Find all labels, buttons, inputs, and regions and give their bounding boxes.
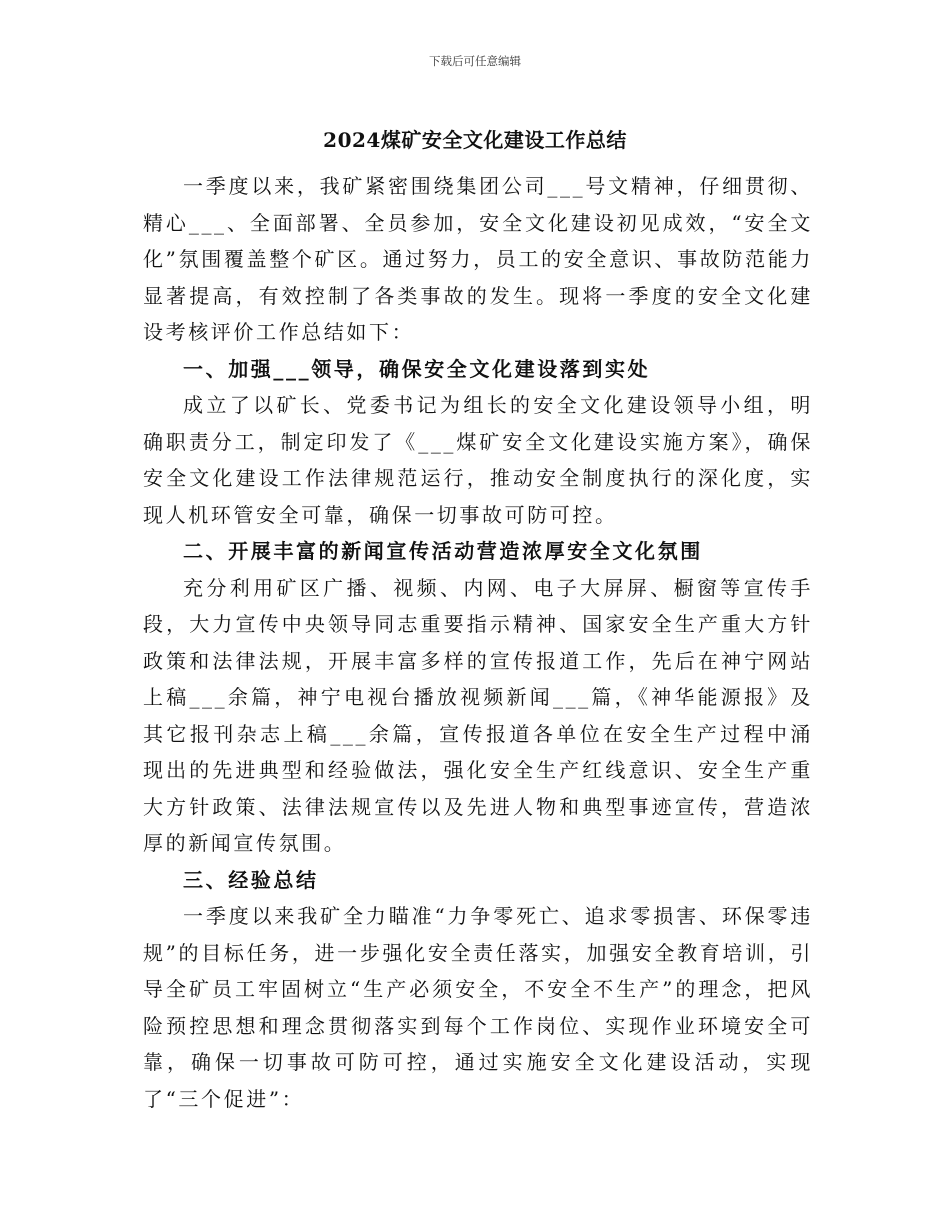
- section-3-paragraph: 一季度以来我矿全力瞄准“力争零死亡、追求零损害、环保零违规”的目标任务，进一步强化安全责任落实，加强安全教育培训，引导全矿员工牢固树立“生产必须安全，不安全不生产”的理念，把风险预控思想和理念贯彻落实到每个工作岗位、实现作业环境安全可靠，确保一切事故可防可控，通过实施安全文化建设活动，实现了“三个促进”：: [143, 904, 813, 1111]
- section-3-heading: 三、经验总结: [183, 867, 319, 892]
- section-2-paragraph: 充分利用矿区广播、视频、内网、电子大屏屏、橱窗等宣传手段，大力宣传中央领导同志重要指示精神、国家安全生产重大方针政策和法律法规，开展丰富多样的宣传报道工作，先后在神宁网站上稿___余篇，神宁电视台播放视频新闻___篇，《神华能源报》及其它报刊杂志上稿___余篇，宣传报道各单位在安全生产过程中涌现出的先进典型和经验做法，强化安全生产红线意识、安全生产重大方针政策、法律法规宣传以及先进人物和典型事迹宣传，营造浓厚的新闻宣传氛围。: [143, 575, 813, 855]
- section-1-heading: 一、加强___领导，确保安全文化建设落到实处: [183, 356, 651, 381]
- document-title: 2024煤矿安全文化建设工作总结: [323, 128, 627, 152]
- header-note: 下载后可任意编辑: [429, 54, 521, 68]
- section-2-heading: 二、开展丰富的新闻宣传活动营造浓厚安全文化氛围: [183, 539, 703, 563]
- document-body: [143, 168, 813, 1117]
- section-1-paragraph: 成立了以矿长、党委书记为组长的安全文化建设领导小组，明确职责分工，制定印发了《___煤矿安全文化建设实施方案》，确保安全文化建设工作法律规范运行，推动安全制度执行的深化度，实现人机环管安全可靠，确保一切事故可防可控。: [143, 393, 813, 527]
- intro-paragraph: 一季度以来，我矿紧密围绕集团公司___号文精神，仔细贯彻、精心___、全面部署、全员参加，安全文化建设初见成效，“安全文化”氛围覆盖整个矿区。通过努力，员工的安全意识、事故防范能力显著提高，有效控制了各类事故的发生。现将一季度的安全文化建设考核评价工作总结如下：: [143, 174, 813, 344]
